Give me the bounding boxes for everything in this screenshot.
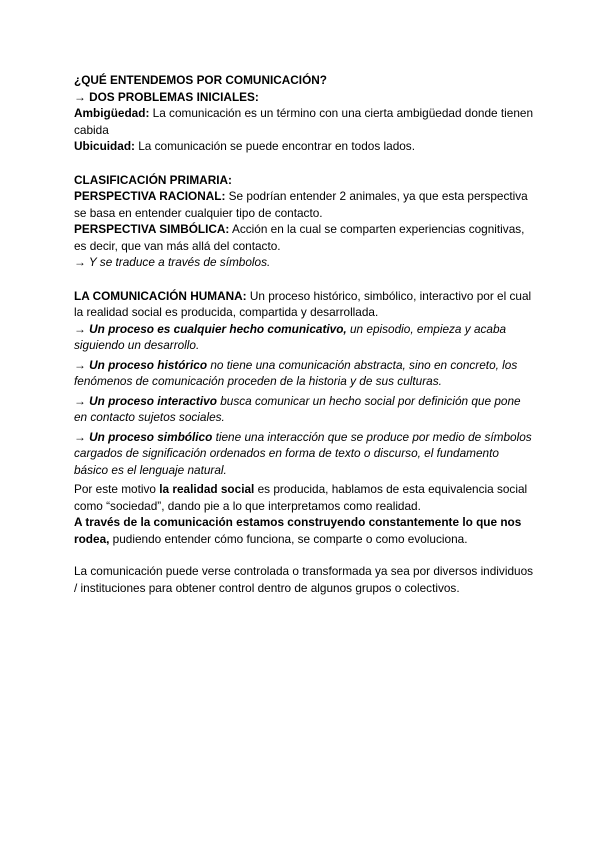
definition-ambiguedad: La comunicación es un término con una cierta ambigüedad donde tienen cabida [74, 106, 534, 137]
term-simbolico: Un proceso simbólico [89, 429, 213, 444]
paragraph-construyendo [74, 514, 534, 547]
term-proceso: Un proceso es cualquier hecho comunicativo, [89, 321, 347, 336]
definition-racional: Se podrían entender 2 animales, ya que esta perspectiva se basa en entender cualquier tipo de contacto. [74, 189, 528, 220]
definition-humana: Un proceso histórico, simbólico, interactivo por el cual la realidad social es producida, compartida y desarrollada. [74, 288, 532, 319]
paragraph-simbolica [74, 221, 534, 254]
construyendo-rest: pudiendo entender cómo funciona, se comparte o como evoluciona. [109, 531, 468, 546]
paragraph-realidad [74, 481, 534, 514]
term-racional: PERSPECTIVA RACIONAL: [74, 189, 226, 203]
paragraph-humana [74, 288, 534, 321]
term-humana: LA COMUNICACIÓN HUMANA: [74, 288, 247, 303]
arrow-prefix: → [74, 393, 90, 408]
term-historico: Un proceso histórico [89, 357, 208, 372]
paragraph-proceso [74, 321, 534, 354]
term-simbolica: PERSPECTIVA SIMBÓLICA: [74, 222, 230, 236]
paragraph-historico [74, 357, 534, 390]
definition-historico: no tiene una comunicación abstracta, sino en concreto, los fenómenos de comunicación proceden de la historia y de sus culturas. [74, 357, 518, 388]
arrow-prefix: → [74, 357, 90, 372]
arrow-prefix: → [74, 429, 90, 444]
realidad-lead: Por este motivo [74, 482, 160, 496]
document-body [74, 72, 534, 596]
statement-construyendo: A través de la comunicación estamos construyendo constantemente lo que nos rodea, [74, 515, 522, 546]
term-realidad-social: la realidad social [159, 482, 255, 496]
heading-clasificacion: CLASIFICACIÓN PRIMARIA: [74, 172, 232, 187]
definition-proceso: un episodio, empieza y acaba siguiendo un desarrollo. [74, 321, 507, 352]
paragraph-interactivo [74, 393, 534, 426]
definition-ubicuidad: La comunicación se puede encontrar en todos lados. [134, 139, 415, 153]
arrow-prefix: → [74, 321, 90, 336]
paragraph-simbolico [74, 429, 534, 479]
term-ubicuidad: Ubicuidad: [74, 139, 135, 153]
definition-simbolico: tiene una interacción que se produce por medio de símbolos cargados de significación ordenados en forma de texto o discurso, el fundamento básico es el lenguaje natural. [74, 429, 532, 477]
realidad-rest: es producida, hablamos de esta equivalencia social como “sociedad”, dando pie a lo que interpretamos como realidad. [74, 482, 528, 513]
note-simbolos: → Y se traduce a través de símbolos. [74, 255, 271, 269]
paragraph-ambiguedad [74, 105, 534, 138]
paragraph-control: La comunicación puede verse controlada o transformada ya sea por diversos individuos / instituciones para obtener control dentro de algunos grupos o colectivos. [74, 564, 534, 595]
definition-simbolica: Acción en la cual se comparten experiencias cognitivas, es decir, que van más allá del contacto. [74, 222, 525, 253]
term-ambiguedad: Ambigüedad: [74, 106, 150, 120]
section-title: ¿QUÉ ENTENDEMOS POR COMUNICACIÓN? [74, 73, 327, 87]
paragraph-ubicuidad [74, 138, 534, 155]
paragraph-racional [74, 188, 534, 221]
definition-interactivo: busca comunicar un hecho social por definición que pone en contacto sujetos sociales. [74, 393, 521, 424]
section-subtitle: → DOS PROBLEMAS INICIALES: [74, 89, 259, 104]
term-interactivo: Un proceso interactivo [89, 393, 217, 408]
